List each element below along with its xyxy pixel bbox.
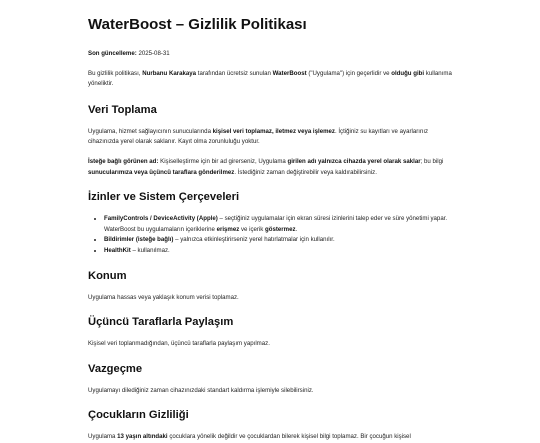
third-party-paragraph: Kişisel veri toplanmadığından, üçüncü taraflarla paylaşım yapılmaz. xyxy=(88,340,270,348)
bold-text: Bildirimler (isteğe bağlı) xyxy=(104,236,174,244)
list-item xyxy=(104,235,452,246)
text: . xyxy=(295,225,298,233)
intro-text-2: tarafından ücretsiz sunulan xyxy=(197,69,271,77)
section-permissions xyxy=(88,190,452,256)
bold-text: 13 yaşın altındaki xyxy=(117,433,168,441)
text: – kullanılmaz. xyxy=(132,246,170,254)
bold-text: kişisel veri toplamaz, iletmez veya işlemez xyxy=(212,127,335,135)
page-title: WaterBoost – Gizlilik Politikası xyxy=(88,16,307,33)
intro-text-1: Bu gizlilik politikası, xyxy=(88,69,141,77)
intro-paragraph xyxy=(88,69,452,90)
text: . İçtiğiniz su kayıtları ve ayarlarınız cihazınızda yerel olarak saklanır. Kayıt olma zorunluluğu yoktur. xyxy=(88,127,429,146)
text: çocuklara yönelik değildir ve çocuklardan bilerek kişisel bilgi toplamaz. Bir çocuğun kişisel xyxy=(169,433,411,441)
opt-out-paragraph: Uygulamayı dilediğiniz zaman cihazınızdaki standart kaldırma işlemiyle silebilirsiniz. xyxy=(88,386,314,394)
section-heading: Vazgeçme xyxy=(88,362,143,375)
list-item xyxy=(104,214,452,235)
intro-emphasis: olduğu gibi xyxy=(391,69,425,77)
last-updated xyxy=(88,49,452,60)
section-heading: Üçüncü Taraflarla Paylaşım xyxy=(88,316,234,329)
text: ; bu bilgi xyxy=(420,157,444,165)
text: – yalnızca etkinleştirirseniz yerel hatırlatmalar için kullanılır. xyxy=(175,236,335,244)
section-third-party xyxy=(88,315,452,350)
author-name: Nurbanu Karakaya xyxy=(142,69,197,77)
last-updated-label: Son güncelleme: xyxy=(88,50,137,57)
section-heading: İzinler ve Sistem Çerçeveleri xyxy=(88,191,240,204)
text: . İstediğiniz zaman değiştirebilir veya kaldırabilirsiniz. xyxy=(234,168,377,176)
intro-text-3: ("Uygulama") için geçerlidir ve xyxy=(308,69,390,77)
bold-text: sunucularımıza veya üçüncü taraflara gönderilmez xyxy=(88,168,235,176)
last-updated-date: 2025-08-31 xyxy=(138,50,170,57)
section-location xyxy=(88,269,452,304)
bold-text: erişmez xyxy=(216,225,240,233)
bold-text: FamilyControls / DeviceActivity (Apple) xyxy=(104,215,218,223)
section-data-collection xyxy=(88,103,452,178)
intro-text-4: kullanıma yöneliktir. xyxy=(88,69,452,88)
location-paragraph: Uygulama hassas veya yaklaşık konum verisi toplamaz. xyxy=(88,293,239,301)
children-paragraph xyxy=(88,432,452,443)
section-opt-out xyxy=(88,362,452,397)
list-item xyxy=(104,246,452,257)
section-heading: Çocukların Gizliliği xyxy=(88,409,189,422)
bold-text: göstermez xyxy=(265,225,296,233)
text: Uygulama xyxy=(88,433,116,441)
text: ve içerik xyxy=(240,225,264,233)
app-name: WaterBoost xyxy=(272,69,307,77)
section-heading: Veri Toplama xyxy=(88,103,157,116)
section-heading: Konum xyxy=(88,269,127,282)
data-collection-paragraph xyxy=(88,127,452,148)
bold-text: HealthKit xyxy=(104,246,131,254)
text: Uygulama, hizmet sağlayıcının sunucularında xyxy=(88,127,211,135)
text: Kişiselleştirme için bir ad girerseniz, Uygulama xyxy=(160,157,286,165)
bold-text: İsteğe bağlı görünen ad: xyxy=(88,157,159,165)
bold-text: girilen adı yalnızca cihazda yerel olarak saklar xyxy=(287,157,421,165)
permissions-list xyxy=(88,214,452,256)
text: – seçtiğiniz uygulamalar için ekran süresi izinlerini talep eder ve süre yönetimi yapar. WaterBoost bu uygulamaların içeriklerine xyxy=(104,215,448,233)
display-name-paragraph xyxy=(88,157,452,178)
section-children-privacy xyxy=(88,408,452,443)
